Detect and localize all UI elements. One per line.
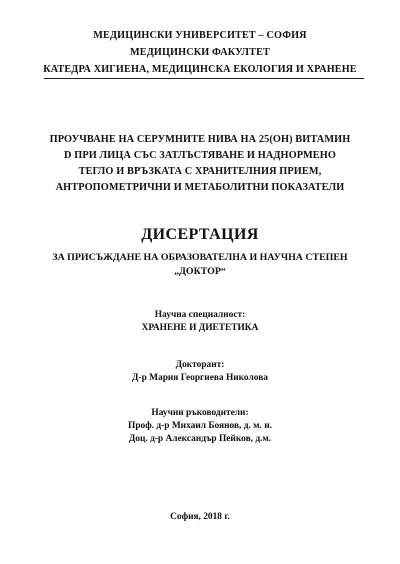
supervisors-label: Научни ръководители:	[151, 408, 249, 418]
document-type-heading: ДИСЕРТАЦИЯ	[141, 226, 259, 243]
degree-purpose-line-2: „ДОКТОР“	[174, 266, 226, 277]
place-and-year: София, 2018 г.	[170, 512, 230, 522]
faculty-name: МЕДИЦИНСКИ ФАКУЛТЕТ	[130, 47, 270, 58]
specialty-value: ХРАНЕНЕ И ДИЕТЕТИКА	[141, 323, 259, 333]
university-name: МЕДИЦИНСКИ УНИВЕРСИТЕТ – СОФИЯ	[93, 30, 307, 41]
doctorant-label: Докторант:	[175, 360, 225, 370]
title-line-1: ПРОУЧВАНЕ НА СЕРУМНИТЕ НИВА НА 25(OH) ВИТАМИН	[49, 134, 351, 145]
specialty-label: Научна специалност:	[154, 310, 246, 320]
degree-purpose-line-1: ЗА ПРИСЪЖДАНЕ НА ОБРАЗОВАТЕЛНА И НАУЧНА СТЕПЕН	[52, 252, 348, 263]
doctorant-name: Д-р Мария Георгиева Николова	[132, 373, 268, 383]
supervisor-name: Доц. д-р Александър Пейков, д.м.	[128, 434, 272, 444]
supervisor-name: Проф. д-р Михаил Боянов, д. м. н.	[128, 421, 272, 431]
department-name: КАТЕДРА ХИГИЕНА, МЕДИЦИНСКА ЕКОЛОГИЯ И ХРАНЕНЕ	[43, 64, 357, 75]
title-line-4: АНТРОПОМЕТРИЧНИ И МЕТАБОЛИТНИ ПОКАЗАТЕЛИ	[55, 182, 345, 193]
title-line-2: D ПРИ ЛИЦА СЪС ЗАТЛЪСТЯВАНЕ И НАДНОРМЕНО	[64, 150, 336, 161]
title-line-3: ТЕГЛО И ВРЪЗКАТА С ХРАНИТЕЛНИЯ ПРИЕМ,	[78, 166, 322, 177]
header-divider	[44, 78, 364, 79]
